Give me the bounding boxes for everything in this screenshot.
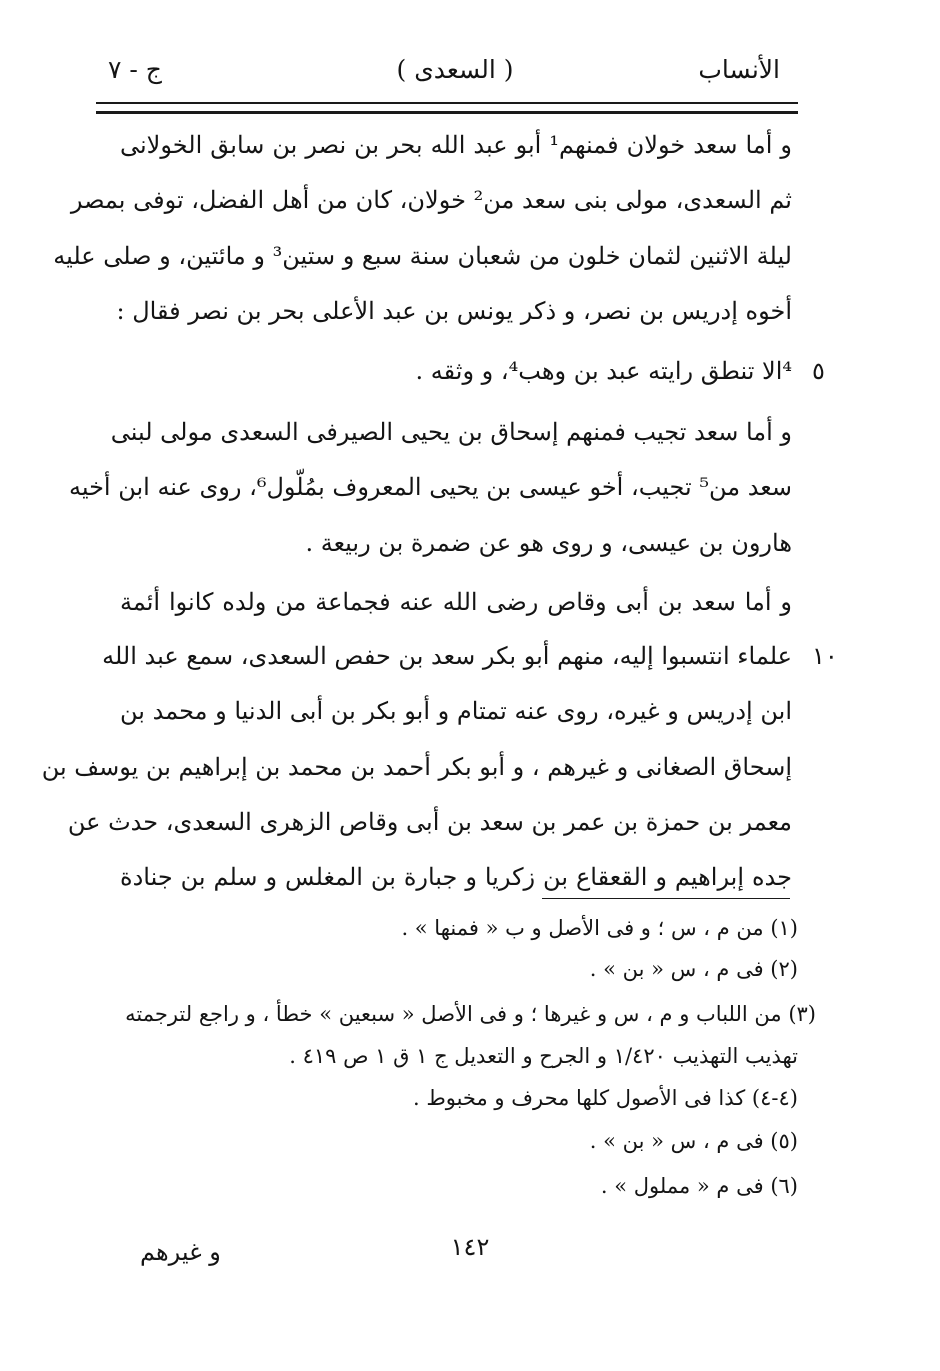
- header-book-title: الأنساب: [698, 55, 780, 84]
- body-line-8: هارون بن عيسى، و روى هو عن ضمرة بن ربيعة .: [305, 529, 792, 557]
- footnote-2: (٢) فى م ، س « بن » .: [589, 957, 798, 981]
- footnote-5: (٥) فى م ، س « بن » .: [589, 1129, 798, 1153]
- footnote-4: (٤-٤) كذا فى الأصول كلها محرف و مخبوط .: [412, 1086, 798, 1110]
- header-volume: ج - ٧: [108, 55, 162, 84]
- footnote-1: (١) من م ، س ؛ و فى الأصل و ب « فمنها » .: [401, 916, 798, 940]
- body-line-7: سعد من⁵ تجيب، أخو عيسى بن يحيى المعروف بمُلّول⁶، روى عنه ابن أخيه: [68, 473, 792, 501]
- body-line-11: ابن إدريس و غيره، روى عنه تمتام و أبو بكر بن أبى الدنيا و محمد بن: [120, 697, 792, 725]
- line-number-5: ٥: [812, 357, 825, 385]
- line-number-10: ١٠: [812, 642, 838, 670]
- body-line-2: ثم السعدى، مولى بنى سعد من² خولان، كان من أهل الفضل، توفى بمصر: [70, 186, 792, 214]
- body-line-14: جده إبراهيم و القعقاع بن زكريا و جبارة بن المغلس و سلم بن جنادة: [120, 863, 792, 891]
- catchword: و غيرهم: [140, 1238, 221, 1266]
- body-line-3: ليلة الاثنين لثمان خلون من شعبان سنة سبع و ستين³ و مائتين، و صلى عليه: [53, 242, 792, 270]
- footnote-rule: [542, 898, 790, 899]
- footnote-6: (٦) فى م « مملول » .: [600, 1174, 798, 1198]
- body-line-4: أخوه إدريس بن نصر، و ذكر يونس بن عبد الأعلى بحر بن نصر فقال :: [116, 297, 792, 325]
- body-line-9: و أما سعد بن أبى وقاص رضى الله عنه فجماعة من ولده كانوا أئمة: [120, 588, 792, 616]
- body-line-1: و أما سعد خولان فمنهم¹ أبو عبد الله بحر بن نصر بن سابق الخولانى: [120, 131, 792, 159]
- header-entry-title: ( السعدى ): [396, 55, 514, 84]
- body-line-5: ⁴الا تنطق رايته عبد بن وهب⁴، و وثقه .: [415, 357, 792, 385]
- body-line-10: علماء انتسبوا إليه، منهم أبو بكر سعد بن حفص السعدى، سمع عبد الله: [102, 642, 792, 670]
- footnote-3: (٣) من اللباب و م ، س و غيرها ؛ و فى الأصل « سبعين » خطأ ، و راجع لترجمته: [125, 1002, 816, 1026]
- page-number: ١٤٢: [450, 1233, 490, 1261]
- header-rule-thin: [96, 102, 798, 104]
- footnote-3-continued: تهذيب التهذيب ١/٤٢٠ و الجرح و التعديل ج ١ ق ١ ص ٤١٩ .: [289, 1044, 798, 1068]
- body-line-6: و أما سعد تجيب فمنهم إسحاق بن يحيى الصيرفى السعدى مولى لبنى: [110, 418, 792, 446]
- body-line-12: إسحاق الصغانى و غيرهم ، و أبو بكر أحمد بن محمد بن إبراهيم بن يوسف بن: [41, 753, 792, 781]
- header-rule-thick: [96, 111, 798, 114]
- body-line-13: معمر بن حمزة بن عمر بن سعد بن أبى وقاص الزهرى السعدى، حدث عن: [67, 808, 792, 836]
